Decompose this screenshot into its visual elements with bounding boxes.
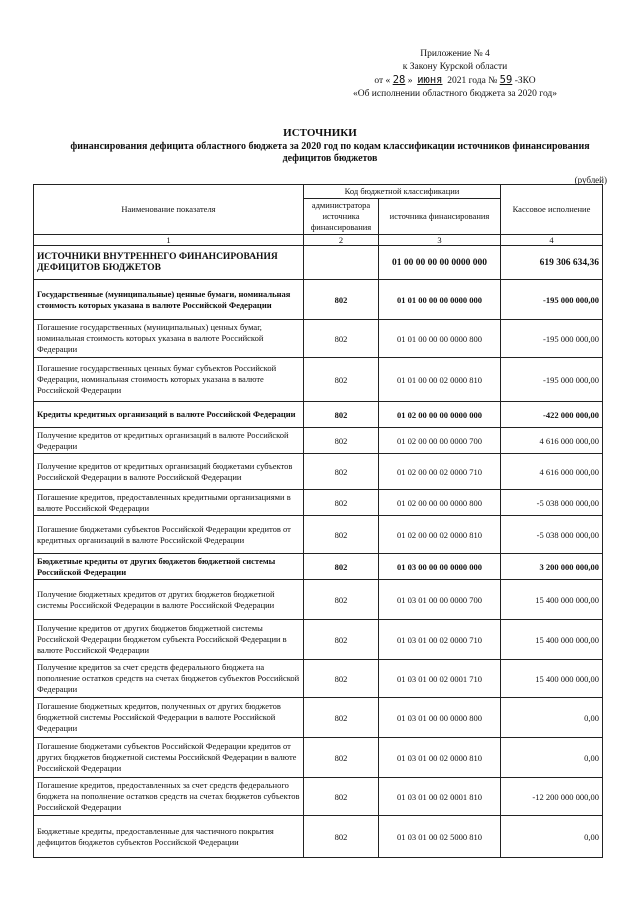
row-name: Государственные (муниципальные) ценные бумаги, номинальная стоимость которых указана в валюте Российской Федерации <box>34 280 304 320</box>
row-amount: 4 616 000 000,00 <box>501 454 603 490</box>
row-admin-code: 802 <box>304 816 379 858</box>
row-admin-code: 802 <box>304 778 379 816</box>
row-source-code: 01 00 00 00 00 0000 000 <box>379 246 501 280</box>
row-admin-code: 802 <box>304 402 379 428</box>
sources-table <box>33 184 603 858</box>
table-row <box>34 554 603 580</box>
law-reference: к Закону Курской области <box>402 62 508 72</box>
row-source-code: 01 02 00 00 00 0000 700 <box>379 428 501 454</box>
row-amount: -195 000 000,00 <box>501 320 603 358</box>
table-row <box>34 738 603 778</box>
row-source-code: 01 03 00 00 00 0000 000 <box>379 554 501 580</box>
row-name: Погашение бюджетами субъектов Российской Федерации кредитов от кредитных организаций в валюте Российской Федерации <box>34 516 304 554</box>
table-row <box>34 358 603 402</box>
row-amount: 0,00 <box>501 816 603 858</box>
row-admin-code: 802 <box>304 698 379 738</box>
row-admin-code: 802 <box>304 280 379 320</box>
row-name: ИСТОЧНИКИ ВНУТРЕННЕГО ФИНАНСИРОВАНИЯ ДЕФИЦИТОВ БЮДЖЕТОВ <box>34 246 304 280</box>
row-amount: -422 000 000,00 <box>501 402 603 428</box>
table-row <box>34 660 603 698</box>
appendix-label: Приложение № 4 <box>420 49 490 59</box>
page-subtitle: финансирования дефицита областного бюджета за 2020 год по кодам классификации источников финансирования дефицитов бюджетов <box>70 141 590 164</box>
row-name: Погашение кредитов, предоставленных за счет средств федерального бюджета на пополнение остатков средств на счетах бюджетов субъектов Российской Федерации <box>34 778 304 816</box>
row-source-code: 01 01 00 00 00 0000 800 <box>379 320 501 358</box>
row-name: Получение кредитов от кредитных организаций в валюте Российской Федерации <box>34 428 304 454</box>
law-date-line: от « 28 » июня 2021 года № 59 -ЗКО <box>374 74 536 86</box>
table-row <box>34 580 603 620</box>
row-admin-code <box>304 246 379 280</box>
row-amount: -5 038 000 000,00 <box>501 490 603 516</box>
row-source-code: 01 02 00 00 02 0000 710 <box>379 454 501 490</box>
row-source-code: 01 02 00 00 00 0000 000 <box>379 402 501 428</box>
col-header-name: Наименование показателя <box>34 185 304 235</box>
row-source-code: 01 02 00 00 02 0000 810 <box>379 516 501 554</box>
row-source-code: 01 01 00 00 02 0000 810 <box>379 358 501 402</box>
row-source-code: 01 03 01 00 00 0000 700 <box>379 580 501 620</box>
row-name: Бюджетные кредиты от других бюджетов бюджетной системы Российской Федерации <box>34 554 304 580</box>
row-name: Кредиты кредитных организаций в валюте Российской Федерации <box>34 402 304 428</box>
row-name: Получение бюджетных кредитов от других бюджетов бюджетной системы Российской Федерации в валюте Российской Федерации <box>34 580 304 620</box>
col-number: 4 <box>501 235 603 246</box>
row-admin-code: 802 <box>304 580 379 620</box>
col-number: 1 <box>34 235 304 246</box>
row-source-code: 01 03 01 00 02 0001 710 <box>379 660 501 698</box>
row-source-code: 01 03 01 00 02 0000 710 <box>379 620 501 660</box>
table-row <box>34 246 603 280</box>
row-admin-code: 802 <box>304 660 379 698</box>
row-admin-code: 802 <box>304 554 379 580</box>
col-header-admin: администратора источника финансирования <box>304 199 379 235</box>
row-name: Получение кредитов за счет средств федерального бюджета на пополнение остатков средств на счетах бюджетов субъектов Российской Федерации <box>34 660 304 698</box>
row-name: Погашение бюджетами субъектов Российской Федерации кредитов от других бюджетов бюджетной системы Российской Федерации в валюте Российской Федерации <box>34 738 304 778</box>
law-month: июня <box>417 74 443 86</box>
row-amount: 619 306 634,36 <box>501 246 603 280</box>
row-source-code: 01 03 01 00 02 0001 810 <box>379 778 501 816</box>
table-row <box>34 402 603 428</box>
table-row <box>34 516 603 554</box>
row-amount: -195 000 000,00 <box>501 358 603 402</box>
row-amount: -195 000 000,00 <box>501 280 603 320</box>
row-amount: -5 038 000 000,00 <box>501 516 603 554</box>
units-label: (рублей) <box>574 175 607 185</box>
table-body <box>34 246 603 858</box>
row-amount: 0,00 <box>501 698 603 738</box>
law-number: 59 <box>499 74 513 86</box>
table-row <box>34 620 603 660</box>
page-title: ИСТОЧНИКИ <box>283 127 357 139</box>
row-amount: 15 400 000 000,00 <box>501 660 603 698</box>
table-row <box>34 454 603 490</box>
row-amount: 0,00 <box>501 738 603 778</box>
col-header-group: Код бюджетной классификации <box>304 185 501 199</box>
row-admin-code: 802 <box>304 428 379 454</box>
col-number: 3 <box>379 235 501 246</box>
row-admin-code: 802 <box>304 358 379 402</box>
row-source-code: 01 03 01 00 00 0000 800 <box>379 698 501 738</box>
table-row <box>34 698 603 738</box>
table-row <box>34 778 603 816</box>
row-amount: 15 400 000 000,00 <box>501 620 603 660</box>
row-name: Погашение государственных (муниципальных) ценных бумаг, номинальная стоимость которых указана в валюте Российской Федерации <box>34 320 304 358</box>
row-name: Бюджетные кредиты, предоставленные для частичного покрытия дефицитов бюджетов субъектов Российской Федерации <box>34 816 304 858</box>
table-row <box>34 428 603 454</box>
col-header-source: источника финансирования <box>379 199 501 235</box>
row-admin-code: 802 <box>304 620 379 660</box>
law-day: 28 <box>392 74 406 86</box>
row-amount: 4 616 000 000,00 <box>501 428 603 454</box>
row-source-code: 01 01 00 00 00 0000 000 <box>379 280 501 320</box>
document-header <box>330 48 580 101</box>
table-row <box>34 280 603 320</box>
row-source-code: 01 03 01 00 02 5000 810 <box>379 816 501 858</box>
row-name: Получение кредитов от других бюджетов бюджетной системы Российской Федерации бюджетом субъекта Российской Федерации в валюте Российской Федерации <box>34 620 304 660</box>
row-admin-code: 802 <box>304 516 379 554</box>
row-amount: -12 200 000 000,00 <box>501 778 603 816</box>
col-header-amount: Кассовое исполнение <box>501 185 603 235</box>
law-title: «Об исполнении областного бюджета за 2020 год» <box>352 89 558 99</box>
row-admin-code: 802 <box>304 490 379 516</box>
row-name: Погашение бюджетных кредитов, полученных от других бюджетов бюджетной системы Российской Федерации в валюте Российской Федерации <box>34 698 304 738</box>
row-amount: 15 400 000 000,00 <box>501 580 603 620</box>
table-row <box>34 490 603 516</box>
row-admin-code: 802 <box>304 454 379 490</box>
row-name: Погашение государственных ценных бумаг субъектов Российской Федерации, номинальная стоимость которых указана в валюте Российской Федерации <box>34 358 304 402</box>
row-admin-code: 802 <box>304 320 379 358</box>
row-name: Получение кредитов от кредитных организаций бюджетами субъектов Российской Федерации в валюте Российской Федерации <box>34 454 304 490</box>
row-source-code: 01 03 01 00 02 0000 810 <box>379 738 501 778</box>
row-admin-code: 802 <box>304 738 379 778</box>
row-amount: 3 200 000 000,00 <box>501 554 603 580</box>
row-source-code: 01 02 00 00 00 0000 800 <box>379 490 501 516</box>
table-row <box>34 816 603 858</box>
table-row <box>34 320 603 358</box>
row-name: Погашение кредитов, предоставленных кредитными организациями в валюте Российской Федерации <box>34 490 304 516</box>
col-number: 2 <box>304 235 379 246</box>
